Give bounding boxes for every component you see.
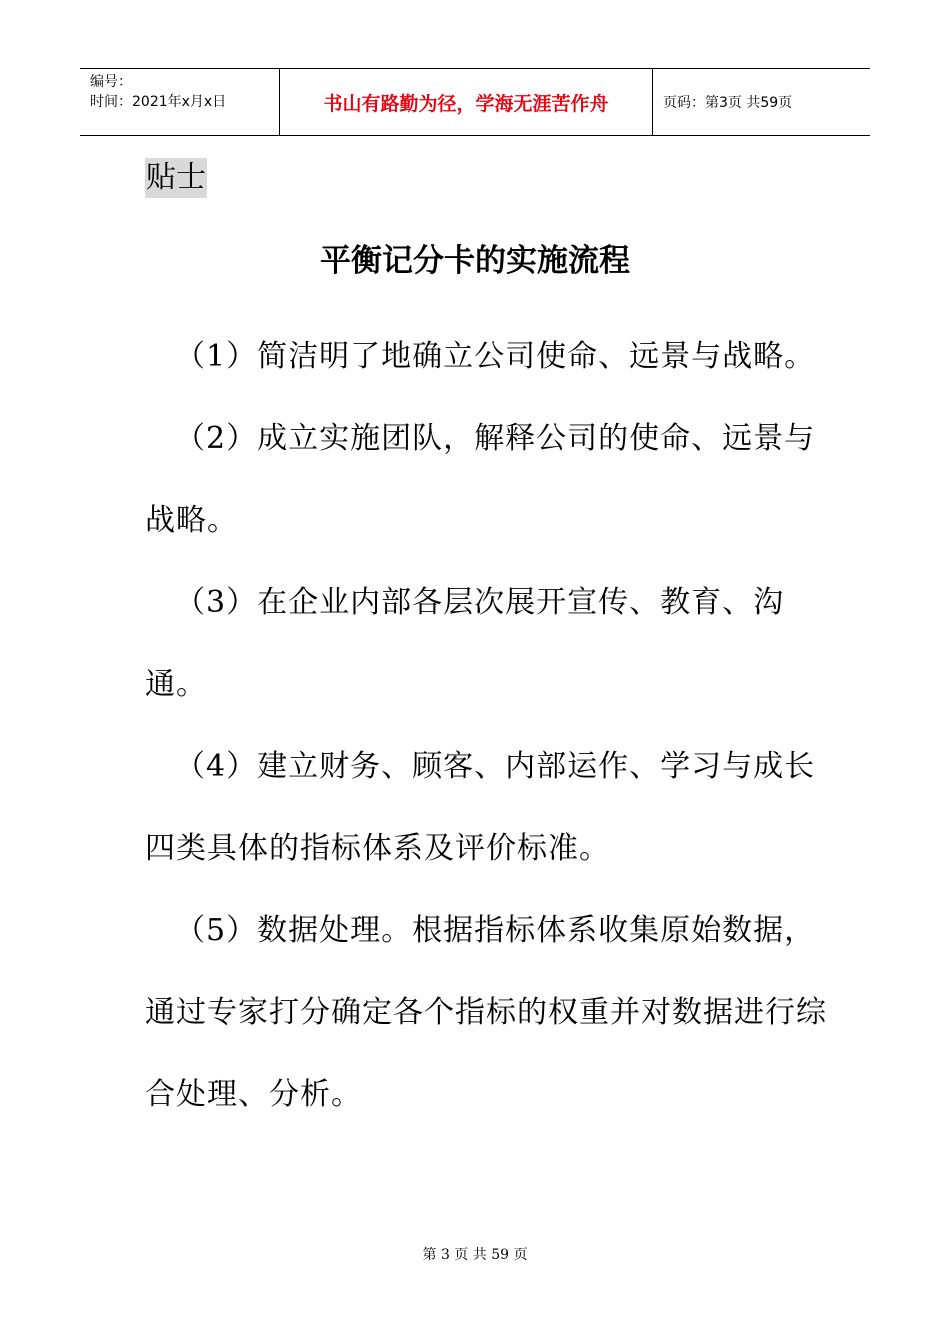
paragraph-2: （2）成立实施团队，解释公司的使命、远景与战略。	[145, 421, 816, 538]
paragraph-5: （5）数据处理。根据指标体系收集原始数据，通过专家打分确定各个指标的权重并对数据进行综合处理、分析。	[145, 913, 827, 1112]
header-meta	[80, 69, 280, 135]
tip-label: 贴士	[145, 158, 207, 198]
paragraph-4: （4）建立财务、顾客、内部运作、学习与成长四类具体的指标体系及评价标准。	[145, 749, 816, 866]
page-header	[80, 68, 870, 136]
page-footer: 第 3 页 共 59 页	[422, 1247, 528, 1263]
header-page-info: 页码：第3页 共59页	[663, 95, 793, 111]
header-number-label: 编号：	[90, 74, 132, 90]
header-motto: 书山有路勤为径，学海无涯苦作舟	[280, 69, 653, 135]
paragraph-1: （1）简洁明了地确立公司使命、远景与战略。	[175, 339, 816, 374]
paragraph-3: （3）在企业内部各层次展开宣传、教育、沟通。	[145, 585, 785, 702]
header-time-label: 时间：2021年x月x日	[90, 94, 227, 110]
document-title: 平衡记分卡的实施流程	[320, 243, 630, 279]
document-body	[145, 316, 845, 1136]
